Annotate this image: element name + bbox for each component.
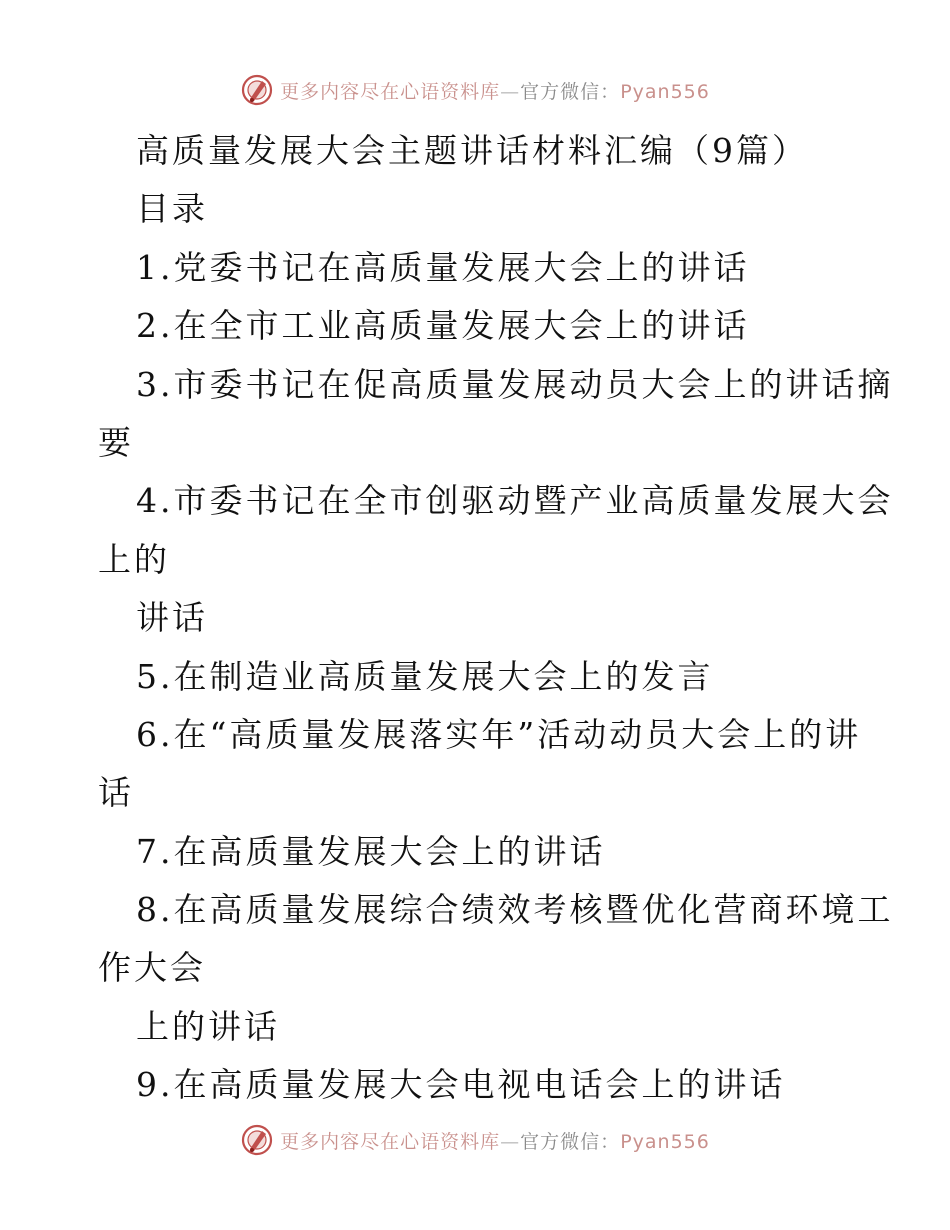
- watermark-official-label: 官方微信：: [520, 80, 621, 103]
- toc-line: 2.在全市工业高质量发展大会上的讲话: [136, 306, 750, 346]
- toc-line: 上的讲话: [136, 1006, 280, 1046]
- document-title: 高质量发展大会主题讲话材料汇编（9篇）: [136, 131, 808, 170]
- watermark-brand: 更多内容尽在心语资料库: [280, 1130, 501, 1153]
- watermark-text: [280, 1127, 710, 1154]
- watermark-wechat-id: Pyan556: [620, 1130, 710, 1153]
- toc-heading: 目录: [136, 189, 208, 229]
- toc-line: 讲话: [136, 598, 208, 638]
- footer-watermark: [0, 1120, 950, 1160]
- toc-line: 话: [98, 773, 134, 813]
- pen-nib-circle-icon: [240, 1123, 274, 1157]
- toc-line: 9.在高质量发展大会电视电话会上的讲话: [136, 1065, 786, 1105]
- pen-nib-circle-icon: [240, 73, 274, 107]
- toc-line: 要: [98, 422, 134, 462]
- toc-list: [98, 239, 894, 1115]
- toc-line: 作大会: [98, 948, 206, 988]
- toc-line: 7.在高质量发展大会上的讲话: [136, 831, 606, 871]
- watermark-brand: 更多内容尽在心语资料库: [280, 80, 501, 103]
- toc-line: 6.在“高质量发展落实年”活动动员大会上的讲: [136, 714, 862, 754]
- watermark-official-label: 官方微信：: [520, 1130, 621, 1153]
- toc-line: 3.市委书记在促高质量发展动员大会上的讲话摘: [136, 364, 894, 404]
- header-watermark: [0, 70, 950, 110]
- toc-line: 上的: [98, 539, 170, 579]
- toc-line: 5.在制造业高质量发展大会上的发言: [136, 656, 714, 696]
- watermark-wechat-id: Pyan556: [620, 80, 710, 103]
- watermark-dash: —: [500, 1130, 521, 1153]
- toc-line: 4.市委书记在全市创驱动暨产业高质量发展大会: [136, 481, 894, 521]
- watermark-text: [280, 77, 710, 104]
- watermark-dash: —: [500, 80, 521, 103]
- document-body: [98, 122, 894, 1115]
- toc-line: 1.党委书记在高质量发展大会上的讲话: [136, 247, 750, 287]
- toc-line: 8.在高质量发展综合绩效考核暨优化营商环境工: [136, 890, 894, 930]
